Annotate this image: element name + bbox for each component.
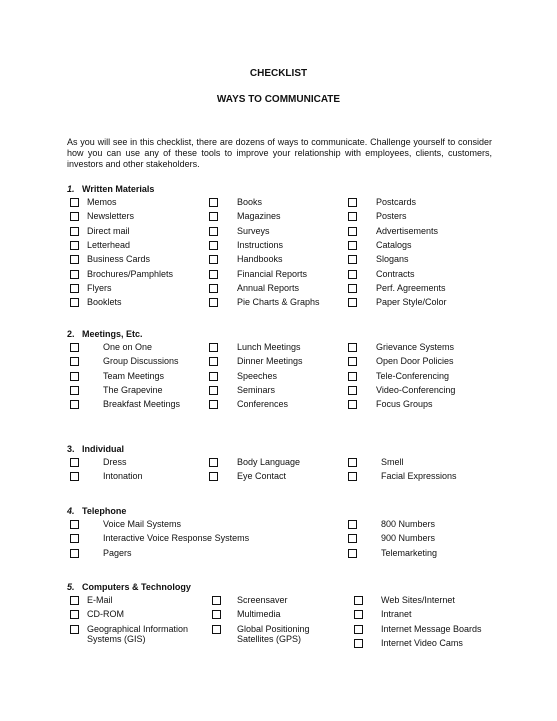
checkbox[interactable] — [70, 610, 79, 619]
checklist-item-label: Books — [237, 197, 263, 207]
checklist-item-label: Telemarketing — [381, 547, 438, 558]
checklist-item-label: Breakfast Meetings — [103, 399, 181, 410]
checkbox[interactable] — [354, 639, 363, 648]
checklist-item-label: Flyers — [87, 282, 112, 293]
checklist-item-label: Handbooks — [237, 254, 283, 265]
checkbox[interactable] — [70, 298, 79, 307]
checklist-item-label: Memos — [87, 197, 117, 207]
section-number: 1. — [67, 184, 75, 194]
checklist-item-label: 900 Numbers — [381, 533, 436, 544]
checkbox[interactable] — [70, 198, 79, 207]
checklist-item-label: Brochures/Pamphlets — [87, 268, 174, 279]
checklist-item-label: Interactive Voice Response Systems — [103, 533, 250, 544]
section-title: Meetings, Etc. — [82, 329, 143, 339]
checkbox[interactable] — [209, 472, 218, 481]
section-number: 2. — [67, 329, 75, 339]
checkbox[interactable] — [70, 241, 79, 250]
checklist-item-label: Body Language — [237, 457, 301, 467]
checkbox[interactable] — [209, 357, 218, 366]
checkbox[interactable] — [70, 534, 79, 543]
checkbox[interactable] — [354, 625, 363, 634]
checklist-item-label: Focus Groups — [376, 399, 433, 410]
checkbox[interactable] — [70, 386, 79, 395]
checkbox[interactable] — [209, 212, 218, 221]
checkbox[interactable] — [354, 610, 363, 619]
checkbox[interactable] — [70, 227, 79, 236]
checklist-item-label: Smell — [381, 457, 404, 467]
checklist-item-label: Multimedia — [237, 609, 281, 620]
checkbox[interactable] — [209, 458, 218, 467]
checklist-item-label: E-Mail — [87, 595, 113, 605]
checklist-item-label: Contracts — [376, 268, 415, 279]
checkbox[interactable] — [70, 458, 79, 467]
checkbox[interactable] — [212, 596, 221, 605]
checklist-item-label: Geographical Information Systems (GIS) — [87, 624, 189, 644]
checklist-item-label: Annual Reports — [237, 282, 300, 293]
checklist-item-label: Web Sites/Internet — [381, 595, 455, 605]
checkbox[interactable] — [209, 284, 218, 293]
checklist-item-label: Pie Charts & Graphs — [237, 297, 320, 308]
section-heading-written-materials — [67, 184, 154, 194]
checklist-item-label: One on One — [103, 342, 153, 352]
checklist-item-label: Facial Expressions — [381, 471, 457, 482]
section-number: 4. — [67, 506, 75, 516]
checkbox[interactable] — [348, 212, 357, 221]
checkbox[interactable] — [348, 198, 357, 207]
checklist-item-label: Video-Conferencing — [376, 384, 456, 395]
checklist-item-label: The Grapevine — [103, 384, 163, 395]
checkbox[interactable] — [70, 212, 79, 221]
checklist-item-label: Advertisements — [376, 225, 439, 236]
checkbox[interactable] — [70, 472, 79, 481]
checklist-item-label: Direct mail — [87, 225, 130, 236]
checklist-item-label: Posters — [376, 211, 407, 222]
checkbox[interactable] — [348, 458, 357, 467]
checklist-item-label: Slogans — [376, 254, 409, 265]
checkbox[interactable] — [348, 472, 357, 481]
checklist-item-label: Internet Message Boards — [381, 623, 482, 634]
checkbox[interactable] — [348, 520, 357, 529]
checkbox[interactable] — [209, 227, 218, 236]
checklist-item-label: Pagers — [103, 547, 132, 558]
checkbox[interactable] — [212, 610, 221, 619]
checklist-item-label: Global Positioning Satellites (GPS) — [237, 624, 310, 644]
section-title: Individual — [82, 444, 125, 454]
section-title: Computers & Technology — [82, 582, 191, 592]
checklist-item-label: Catalogs — [376, 239, 412, 250]
checklist-item-label: CD-ROM — [87, 609, 124, 620]
checklist-item-label: Business Cards — [87, 254, 151, 265]
checklist-item-label: Grievance Systems — [376, 342, 455, 352]
page-title: CHECKLIST — [249, 68, 308, 79]
section-number: 5. — [67, 582, 75, 592]
section-heading-individual — [67, 444, 124, 454]
checklist-item-label: Lunch Meetings — [237, 342, 301, 352]
checkbox[interactable] — [348, 298, 357, 307]
section-heading-telephone — [67, 506, 126, 516]
checklist-item-label: Surveys — [237, 225, 270, 236]
checkbox[interactable] — [348, 227, 357, 236]
section-heading-computers-technology — [67, 582, 191, 592]
checkbox[interactable] — [212, 625, 221, 634]
checkbox[interactable] — [209, 386, 218, 395]
checklist-item-label: Intranet — [381, 609, 412, 620]
checklist-item-label: Conferences — [237, 399, 289, 410]
checkbox[interactable] — [209, 400, 218, 409]
checklist-item-label: Intonation — [103, 471, 143, 482]
checkbox[interactable] — [70, 357, 79, 366]
section-number: 3. — [67, 444, 75, 454]
checkbox[interactable] — [209, 270, 218, 279]
checklist-item-label: Internet Video Cams — [381, 637, 463, 648]
checklist-item-label: Instructions — [237, 239, 284, 250]
checklist-item-label: 800 Numbers — [381, 519, 436, 529]
checklist-item-label: Financial Reports — [237, 268, 308, 279]
checkbox[interactable] — [70, 343, 79, 352]
checklist-item-label: Eye Contact — [237, 471, 287, 482]
checkbox[interactable] — [209, 343, 218, 352]
checklist-item-label: Tele-Conferencing — [376, 370, 450, 381]
checkbox[interactable] — [209, 241, 218, 250]
checkbox[interactable] — [70, 549, 79, 558]
checklist-item-label: Group Discussions — [103, 356, 179, 367]
checkbox[interactable] — [70, 284, 79, 293]
checkbox[interactable] — [70, 400, 79, 409]
checkbox[interactable] — [209, 198, 218, 207]
checkbox[interactable] — [70, 520, 79, 529]
checklist-item-label: Screensaver — [237, 595, 288, 605]
checkbox[interactable] — [348, 284, 357, 293]
checklist-item-label: Seminars — [237, 384, 276, 395]
checklist-item-label: Open Door Policies — [376, 356, 454, 367]
section-title: Written Materials — [82, 184, 155, 194]
checklist-item-label: Dinner Meetings — [237, 356, 303, 367]
checkbox[interactable] — [348, 372, 357, 381]
checklist-item-label: Speeches — [237, 370, 278, 381]
checkbox[interactable] — [348, 534, 357, 543]
checklist-item-label: Letterhead — [87, 239, 131, 250]
checkbox[interactable] — [348, 270, 357, 279]
checklist-item-label: Booklets — [87, 297, 122, 308]
checkbox[interactable] — [348, 549, 357, 558]
checkbox[interactable] — [209, 255, 218, 264]
checklist-item-label: Newsletters — [87, 211, 135, 222]
checkbox[interactable] — [348, 386, 357, 395]
checkbox[interactable] — [70, 372, 79, 381]
checkbox[interactable] — [70, 270, 79, 279]
checkbox[interactable] — [348, 357, 357, 366]
checklist-item-label: Voice Mail Systems — [103, 519, 182, 529]
checkbox[interactable] — [70, 255, 79, 264]
checklist-item-label: Perf. Agreements — [376, 282, 446, 293]
page-subtitle: WAYS TO COMMUNICATE — [216, 94, 341, 105]
checkbox[interactable] — [70, 596, 79, 605]
checklist-item-label: Magazines — [237, 211, 281, 222]
checkbox[interactable] — [354, 596, 363, 605]
checklist-item-label: Team Meetings — [103, 370, 165, 381]
checklist-item-label: Dress — [103, 457, 127, 467]
checkbox[interactable] — [348, 255, 357, 264]
intro-paragraph: As you will see in this checklist, there are dozens of ways to communicate. Challenge yourself to consider how you can use any of these tools to improve your relationship with employees, clients, customers, investors and other stakeholders. — [67, 137, 492, 169]
checkbox[interactable] — [70, 625, 79, 634]
checkbox[interactable] — [209, 372, 218, 381]
section-title: Telephone — [82, 506, 127, 516]
checkbox[interactable] — [348, 241, 357, 250]
section-heading-meetings — [67, 329, 143, 339]
checkbox[interactable] — [348, 343, 357, 352]
checklist-item-label: Paper Style/Color — [376, 297, 447, 308]
checklist-item-label: Postcards — [376, 197, 417, 207]
checkbox[interactable] — [209, 298, 218, 307]
checkbox[interactable] — [348, 400, 357, 409]
